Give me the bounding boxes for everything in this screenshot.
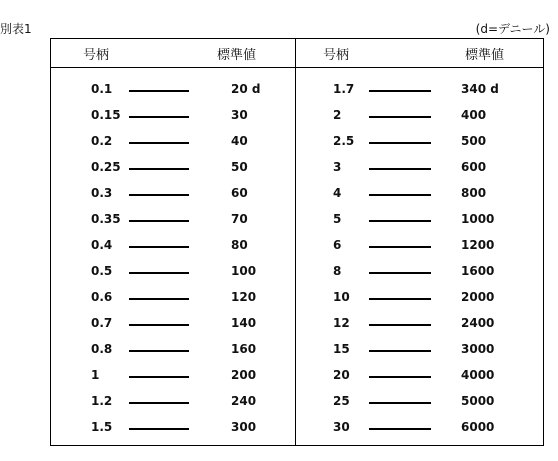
left-value-cell: 300: [231, 420, 257, 434]
right-value-cell: 3000: [461, 342, 495, 356]
table-row: [51, 261, 543, 287]
left-value-cell: 50: [231, 160, 248, 174]
left-number-cell: 0.5: [91, 264, 113, 278]
left-value-cell: 160: [231, 342, 257, 356]
right-value-cell: 340 d: [461, 82, 499, 96]
left-number-cell: 0.25: [91, 160, 121, 174]
right-number-cell: 12: [333, 316, 350, 330]
left-number-cell: 0.3: [91, 186, 113, 200]
leader-line: [129, 298, 189, 300]
table-row: [51, 339, 543, 365]
right-number-cell: 20: [333, 368, 350, 382]
left-number-cell: 0.8: [91, 342, 113, 356]
leader-line: [369, 298, 431, 300]
right-number-cell: 15: [333, 342, 350, 356]
left-number-cell: 0.4: [91, 238, 113, 252]
left-value-cell: 60: [231, 186, 248, 200]
leader-line: [129, 142, 189, 144]
left-value-cell: 140: [231, 316, 257, 330]
leader-line: [129, 272, 189, 274]
right-number-cell: 10: [333, 290, 350, 304]
right-value-cell: 1200: [461, 238, 495, 252]
right-number-cell: 5: [333, 212, 342, 226]
left-number-cell: 0.6: [91, 290, 113, 304]
right-number-cell: 6: [333, 238, 342, 252]
left-number-cell: 0.7: [91, 316, 113, 330]
unit-note: (d=デニール): [475, 22, 550, 36]
right-value-cell: 4000: [461, 368, 495, 382]
leader-line: [129, 402, 189, 404]
header-left-number: 号柄: [83, 48, 110, 63]
table-row: [51, 235, 543, 261]
right-value-cell: 800: [461, 186, 487, 200]
leader-line: [369, 194, 431, 196]
table-row: [51, 157, 543, 183]
leader-line: [369, 168, 431, 170]
left-number-cell: 0.1: [91, 82, 113, 96]
right-value-cell: 1600: [461, 264, 495, 278]
right-value-cell: 500: [461, 134, 487, 148]
leader-line: [369, 220, 431, 222]
right-number-cell: 3: [333, 160, 342, 174]
left-value-cell: 200: [231, 368, 257, 382]
leader-line: [129, 324, 189, 326]
leader-line: [129, 246, 189, 248]
table-row: [51, 105, 543, 131]
leader-line: [369, 402, 431, 404]
table-row: [51, 313, 543, 339]
table-row: [51, 79, 543, 105]
table-caption: 別表1: [0, 22, 32, 36]
table-row: [51, 391, 543, 417]
right-value-cell: 5000: [461, 394, 495, 408]
left-number-cell: 1.2: [91, 394, 113, 408]
right-value-cell: 600: [461, 160, 487, 174]
table-row: [51, 365, 543, 391]
leader-line: [369, 272, 431, 274]
right-value-cell: 6000: [461, 420, 495, 434]
left-value-cell: 120: [231, 290, 257, 304]
left-value-cell: 80: [231, 238, 248, 252]
table-row: [51, 209, 543, 235]
leader-line: [369, 246, 431, 248]
leader-line: [369, 350, 431, 352]
table-header: [51, 39, 543, 68]
table-row: [51, 131, 543, 157]
right-number-cell: 30: [333, 420, 350, 434]
leader-line: [369, 324, 431, 326]
header-right-number: 号柄: [323, 48, 350, 63]
leader-line: [129, 168, 189, 170]
left-value-cell: 20 d: [231, 82, 261, 96]
standard-value-table: [50, 38, 544, 446]
leader-line: [129, 350, 189, 352]
left-value-cell: 30: [231, 108, 248, 122]
table-row: [51, 183, 543, 209]
left-number-cell: 0.15: [91, 108, 121, 122]
right-value-cell: 2000: [461, 290, 495, 304]
leader-line: [369, 90, 431, 92]
left-number-cell: 1.5: [91, 420, 113, 434]
right-number-cell: 2: [333, 108, 342, 122]
right-number-cell: 4: [333, 186, 342, 200]
leader-line: [129, 116, 189, 118]
leader-line: [369, 116, 431, 118]
right-value-cell: 2400: [461, 316, 495, 330]
right-value-cell: 1000: [461, 212, 495, 226]
left-number-cell: 1: [91, 368, 100, 382]
leader-line: [129, 376, 189, 378]
right-number-cell: 1.7: [333, 82, 355, 96]
left-number-cell: 0.2: [91, 134, 113, 148]
right-number-cell: 25: [333, 394, 350, 408]
header-right-value: 標準値: [465, 48, 505, 63]
right-number-cell: 8: [333, 264, 342, 278]
right-value-cell: 400: [461, 108, 487, 122]
table-row: [51, 417, 543, 443]
leader-line: [129, 428, 189, 430]
leader-line: [129, 90, 189, 92]
leader-line: [129, 194, 189, 196]
left-value-cell: 100: [231, 264, 257, 278]
left-value-cell: 240: [231, 394, 257, 408]
left-number-cell: 0.35: [91, 212, 121, 226]
table-row: [51, 287, 543, 313]
left-value-cell: 70: [231, 212, 248, 226]
leader-line: [129, 220, 189, 222]
leader-line: [369, 376, 431, 378]
right-number-cell: 2.5: [333, 134, 355, 148]
header-left-value: 標準値: [217, 48, 257, 63]
leader-line: [369, 428, 431, 430]
leader-line: [369, 142, 431, 144]
left-value-cell: 40: [231, 134, 248, 148]
